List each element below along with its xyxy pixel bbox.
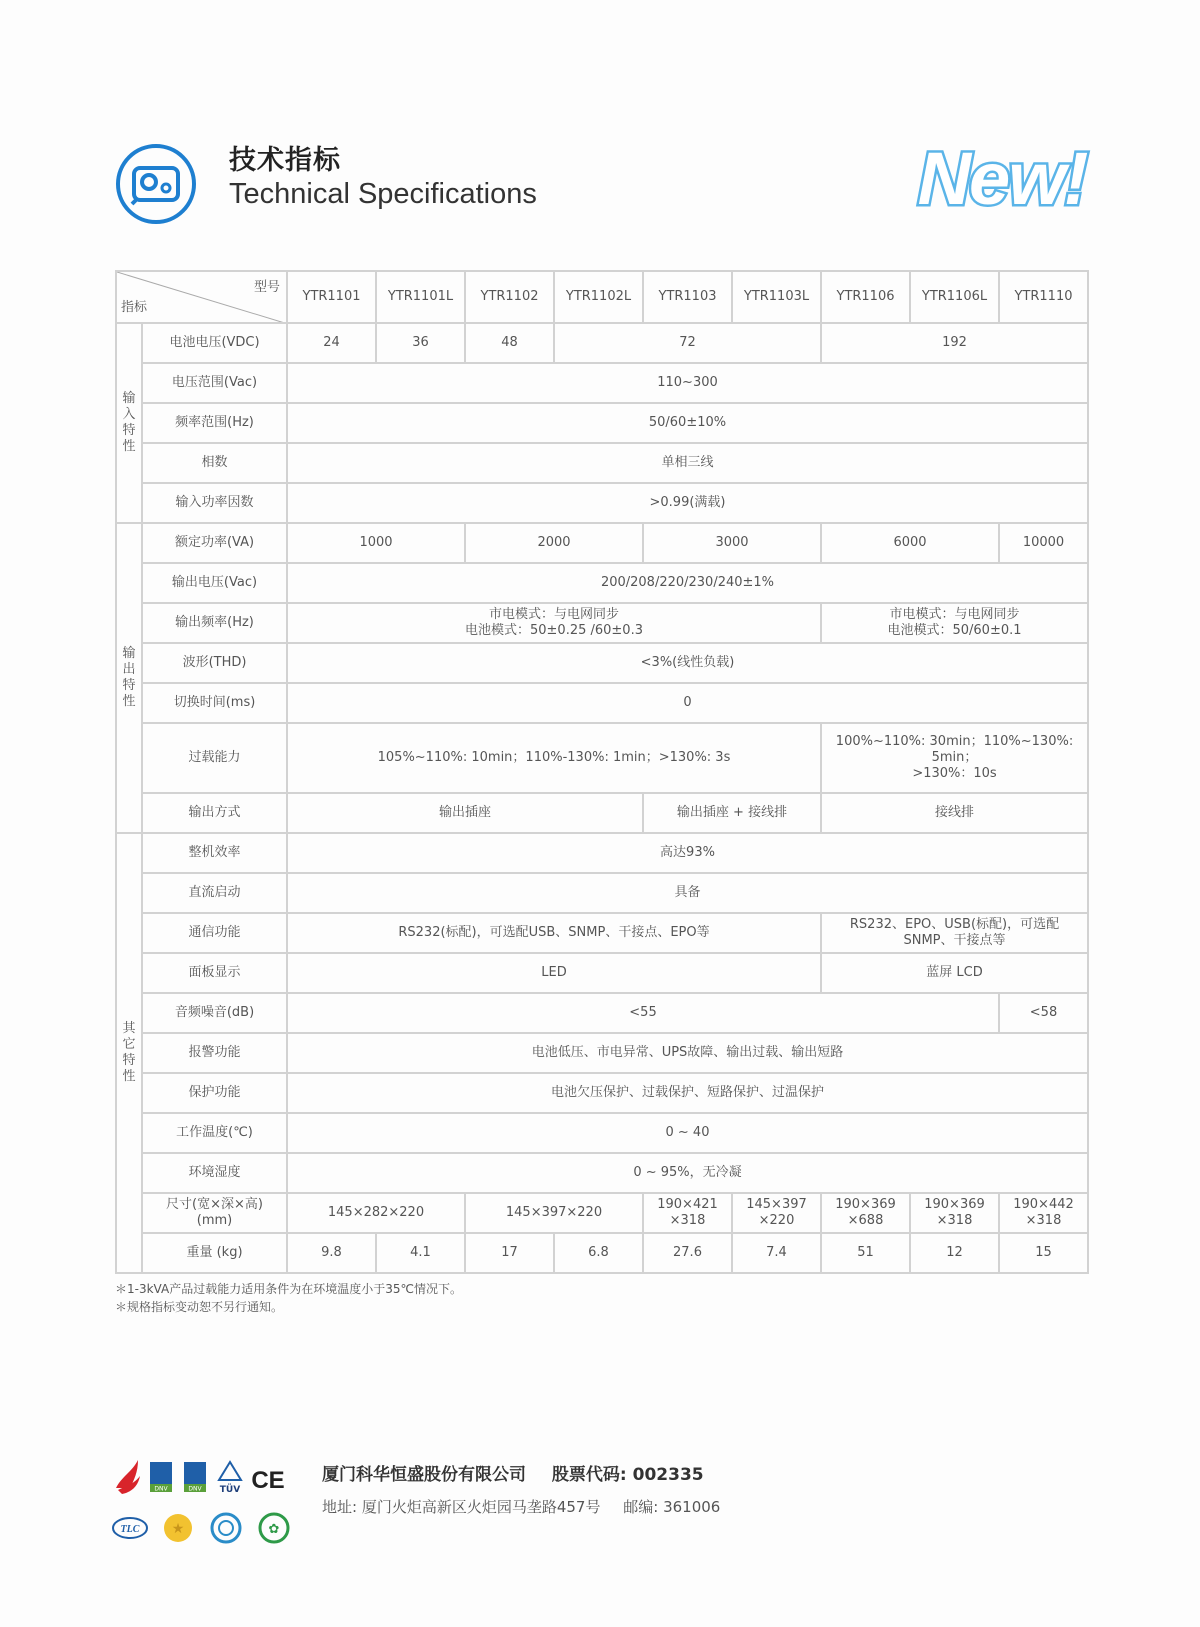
row-label: 环境湿度 xyxy=(142,1153,287,1193)
cell: 9.8 xyxy=(287,1233,376,1273)
row-label: 输出电压(Vac) xyxy=(142,563,287,603)
row-label: 整机效率 xyxy=(142,833,287,873)
row-label: 尺寸(宽×深×高) (mm) xyxy=(142,1193,287,1233)
cell: 蓝屏 LCD xyxy=(821,953,1088,993)
table-row xyxy=(116,1153,1088,1193)
flame-logo-icon xyxy=(116,1460,140,1494)
table-row xyxy=(116,873,1088,913)
cell: 6000 xyxy=(821,523,999,563)
row-label: 报警功能 xyxy=(142,1033,287,1073)
table-row xyxy=(116,723,1088,793)
table-row xyxy=(116,953,1088,993)
cell: 12 xyxy=(910,1233,999,1273)
header-model-label: 型号 xyxy=(253,280,280,295)
group-input-label: 输入特性 xyxy=(122,391,136,454)
cell: 50/60±10% xyxy=(287,403,1088,443)
cell: 单相三线 xyxy=(287,443,1088,483)
row-label: 额定功率(VA) xyxy=(142,523,287,563)
cell: 高达93% xyxy=(287,833,1088,873)
table-header-row xyxy=(116,271,1088,323)
cell: 48 xyxy=(465,323,554,363)
cell: 0 ~ 40 xyxy=(287,1113,1088,1153)
cell: 0 xyxy=(287,683,1088,723)
cell: 105%~110%: 10min；110%-130%: 1min；>130%: 3s xyxy=(287,723,821,793)
model-header: YTR1102L xyxy=(554,271,643,323)
row-label: 频率范围(Hz) xyxy=(142,403,287,443)
cell: 输出插座 xyxy=(287,793,643,833)
new-badge xyxy=(912,132,1092,222)
row-label: 输入功率因数 xyxy=(142,483,287,523)
row-label: 过载能力 xyxy=(142,723,287,793)
stock-code: 股票代码: 002335 xyxy=(551,1465,704,1485)
spec-settings-icon xyxy=(114,142,198,226)
cell: 145×397 ×220 xyxy=(732,1193,821,1233)
table-row xyxy=(116,403,1088,443)
row-label: 保护功能 xyxy=(142,1073,287,1113)
table-row xyxy=(116,1113,1088,1153)
cell: <58 xyxy=(999,993,1088,1033)
dnv-cert-icon xyxy=(150,1462,172,1493)
table-row xyxy=(116,793,1088,833)
group-output xyxy=(116,523,142,833)
address: 地址: 厦门火炬高新区火炬园马垄路457号 xyxy=(322,1498,601,1516)
table-row xyxy=(116,913,1088,953)
cell: 电池低压、市电异常、UPS故障、输出过载、输出短路 xyxy=(287,1033,1088,1073)
cell: 6.8 xyxy=(554,1233,643,1273)
row-label: 音频噪音(dB) xyxy=(142,993,287,1033)
quality-seal-icon xyxy=(212,1514,240,1542)
table-row xyxy=(116,323,1088,363)
model-header: YTR1110 xyxy=(999,271,1088,323)
cell: 市电模式：与电网同步 电池模式：50±0.25 /60±0.3 xyxy=(287,603,821,643)
cell: <3%(线性负载) xyxy=(287,643,1088,683)
address-info xyxy=(322,1496,738,1517)
table-row xyxy=(116,1193,1088,1233)
cell: 110~300 xyxy=(287,363,1088,403)
table-row xyxy=(116,443,1088,483)
row-label: 相数 xyxy=(142,443,287,483)
cell: <55 xyxy=(287,993,999,1033)
group-other-label: 其它特性 xyxy=(122,1021,136,1084)
model-header: YTR1103 xyxy=(643,271,732,323)
cell: 51 xyxy=(821,1233,910,1273)
row-label: 波形(THD) xyxy=(142,643,287,683)
cell: 145×282×220 xyxy=(287,1193,465,1233)
cell: 15 xyxy=(999,1233,1088,1273)
cell: 输出插座 + 接线排 xyxy=(643,793,821,833)
cell: 市电模式：与电网同步 电池模式：50/60±0.1 xyxy=(821,603,1088,643)
svg-text:TLC: TLC xyxy=(120,1524,140,1535)
certification-logos xyxy=(112,1458,312,1568)
cell: 3000 xyxy=(643,523,821,563)
model-header: YTR1106 xyxy=(821,271,910,323)
cell: 190×442 ×318 xyxy=(999,1193,1088,1233)
cell: 4.1 xyxy=(376,1233,465,1273)
cell: 17 xyxy=(465,1233,554,1273)
cell: 200/208/220/230/240±1% xyxy=(287,563,1088,603)
table-row xyxy=(116,563,1088,603)
row-label: 切换时间(ms) xyxy=(142,683,287,723)
table-row xyxy=(116,1073,1088,1113)
table-row xyxy=(116,483,1088,523)
row-label: 直流启动 xyxy=(142,873,287,913)
footnote: ＊1-3kVA产品过载能力适用条件为在环境温度小于35℃情况下。 xyxy=(115,1282,462,1296)
group-output-label: 输出特性 xyxy=(122,646,136,709)
page-title-cn: 技术指标 xyxy=(229,145,341,176)
cell: 1000 xyxy=(287,523,465,563)
row-label: 面板显示 xyxy=(142,953,287,993)
cell: 24 xyxy=(287,323,376,363)
cell: 192 xyxy=(821,323,1088,363)
dnv-cert-icon xyxy=(184,1462,206,1493)
company-info xyxy=(322,1460,724,1485)
cell: 电池欠压保护、过载保护、短路保护、过温保护 xyxy=(287,1073,1088,1113)
cell: 7.4 xyxy=(732,1233,821,1273)
table-row xyxy=(116,643,1088,683)
cell: RS232、EPO、USB(标配)，可选配 SNMP、干接点等 xyxy=(821,913,1088,953)
table-row xyxy=(116,363,1088,403)
cell: 145×397×220 xyxy=(465,1193,643,1233)
row-label: 工作温度(℃) xyxy=(142,1113,287,1153)
cell: >0.99(满载) xyxy=(287,483,1088,523)
cell: 10000 xyxy=(999,523,1088,563)
cell: 具备 xyxy=(287,873,1088,913)
header-index-label: 指标 xyxy=(121,300,148,315)
row-label: 输出方式 xyxy=(142,793,287,833)
model-header: YTR1101L xyxy=(376,271,465,323)
cell: 0 ~ 95%，无冷凝 xyxy=(287,1153,1088,1193)
tuv-cert-icon xyxy=(219,1462,241,1495)
row-label: 通信功能 xyxy=(142,913,287,953)
svg-text:TÜV: TÜV xyxy=(219,1485,241,1495)
model-header: YTR1101 xyxy=(287,271,376,323)
table-row xyxy=(116,833,1088,873)
company-name: 厦门科华恒盛股份有限公司 xyxy=(322,1465,526,1485)
row-label: 电池电压(VDC) xyxy=(142,323,287,363)
model-header: YTR1106L xyxy=(910,271,999,323)
footnote: ＊规格指标变动恕不另行通知。 xyxy=(115,1300,284,1314)
group-other xyxy=(116,833,142,1273)
row-label: 电压范围(Vac) xyxy=(142,363,287,403)
svg-text:✿: ✿ xyxy=(268,1522,280,1537)
cell: 接线排 xyxy=(821,793,1088,833)
cell: LED xyxy=(287,953,821,993)
table-row xyxy=(116,1233,1088,1273)
row-label: 重量 (kg) xyxy=(142,1233,287,1273)
cell: 36 xyxy=(376,323,465,363)
award-star-icon: ★ xyxy=(171,1521,185,1537)
cell: 190×369 ×318 xyxy=(910,1193,999,1233)
cell: 190×421 ×318 xyxy=(643,1193,732,1233)
svg-text:DNV: DNV xyxy=(154,1485,168,1493)
tlc-cert-icon xyxy=(113,1518,147,1538)
table-row xyxy=(116,993,1088,1033)
ce-mark-icon: CE xyxy=(251,1467,285,1494)
cell: 190×369 ×688 xyxy=(821,1193,910,1233)
table-row xyxy=(116,523,1088,563)
new-badge-text: New! xyxy=(917,137,1087,220)
model-header: YTR1102 xyxy=(465,271,554,323)
cell: RS232(标配)，可选配USB、SNMP、干接点、EPO等 xyxy=(287,913,821,953)
zip-code: 邮编: 361006 xyxy=(623,1498,721,1516)
page-title-en: Technical Specifications xyxy=(229,178,537,210)
table-row xyxy=(116,1033,1088,1073)
model-header: YTR1103L xyxy=(732,271,821,323)
cell: 2000 xyxy=(465,523,643,563)
footnotes xyxy=(115,1280,462,1316)
cell: 100%~110%: 30min；110%~130%: 5min； >130%：10s xyxy=(821,723,1088,793)
cell: 72 xyxy=(554,323,821,363)
cell: 27.6 xyxy=(643,1233,732,1273)
table-row xyxy=(116,683,1088,723)
table-row xyxy=(116,603,1088,643)
row-label: 输出频率(Hz) xyxy=(142,603,287,643)
group-input xyxy=(116,323,142,523)
svg-text:DNV: DNV xyxy=(188,1485,202,1493)
header-corner-cell xyxy=(116,271,287,323)
spec-table xyxy=(115,270,1089,1274)
